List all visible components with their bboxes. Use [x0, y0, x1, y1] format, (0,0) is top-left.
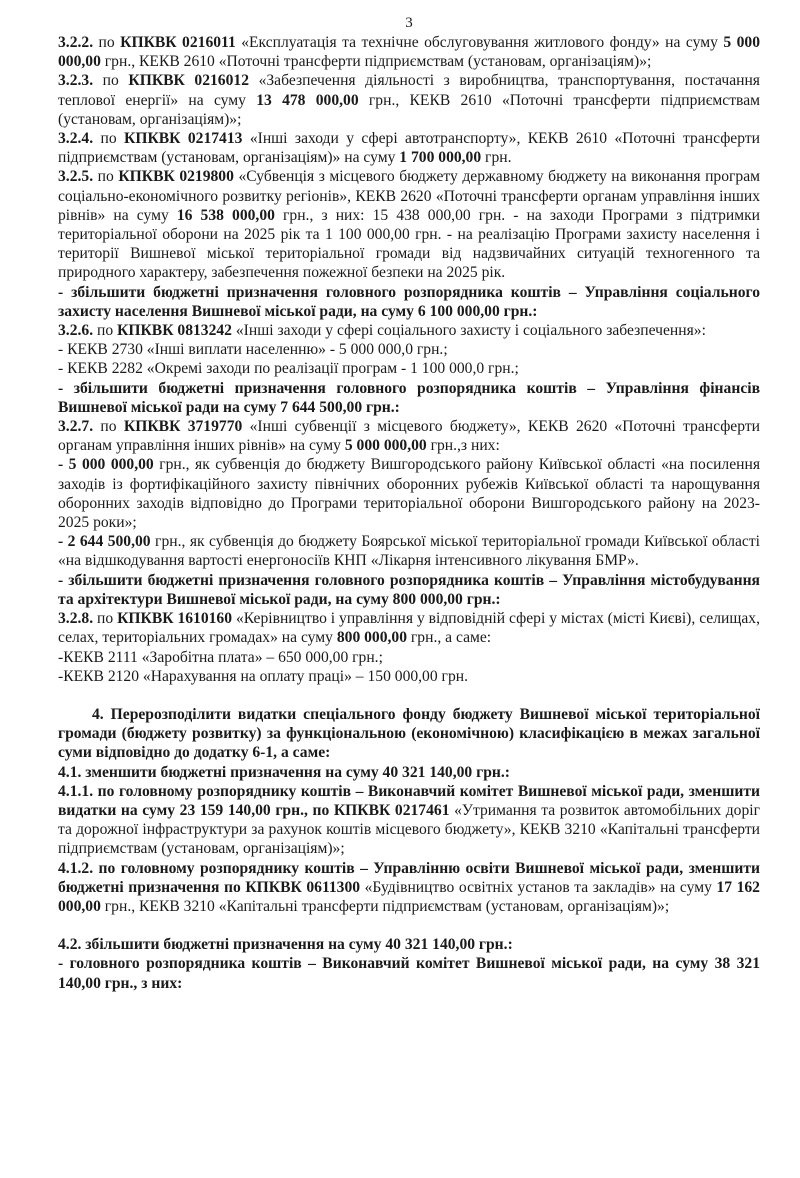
text-run: грн., КЕКВ 3210 «Капітальні трансферти підприємствам (установам, організаціям)»; — [100, 897, 670, 915]
bold-text: 3.2.8. — [58, 610, 94, 628]
text-run: «Субвенція з місцевого бюджету державному бюджету на виконання програм соціально-економічного розвитку регіонів», КЕКВ 2620 «Поточні трансферти органам управління інших рівнів» на суму — [58, 168, 760, 224]
bold-text: 3.2.5. — [58, 168, 94, 186]
paragraph-p41 — [58, 763, 760, 782]
bold-text: 4.2. збільшити бюджетні призначення на суму 40 321 140,00 грн.: — [58, 936, 513, 954]
bold-text: 3.2.7. — [58, 418, 94, 436]
text-run: -КЕКВ 2120 «Нарахування на оплату праці» – 150 000,00 грн. — [58, 667, 468, 685]
text-run: «Інші субвенції з місцевого бюджету», КЕКВ 2620 «Поточні трансферти органам управління інших рівнів» на суму — [58, 418, 760, 455]
bold-text: КПКВК 0216011 — [120, 34, 236, 51]
bold-text: 3.2.2. — [58, 34, 94, 51]
paragraph-p326 — [58, 321, 760, 340]
text-run: «Інші заходи у сфері автотранспорту», КЕКВ 2610 «Поточні трансферти підприємствам (установам, організаціям)» на суму — [58, 130, 760, 167]
text-run: «Забезпечення діяльності з виробництва, транспортування, постачання теплової енергії» на суму — [58, 72, 760, 109]
text-run: по — [93, 130, 125, 148]
bold-text: 4.1.1. по головному розпоряднику коштів – Виконавчий комітет Вишневої міської ради, зменшити видатки на суму 23 159 140,00 грн., по КПКВК 0217461 — [58, 782, 760, 819]
text-run: грн., КЕКВ 2610 «Поточні трансферти підприємствам (установам, організаціям)»; — [58, 91, 760, 128]
text-run: - КЕКВ 2730 «Інші виплати населенню» - 5 000 000,0 грн.; — [58, 341, 448, 359]
bold-text: 13 478 000,00 — [256, 91, 359, 109]
bold-text: КПКВК 0219800 — [118, 168, 234, 186]
text-run: «Будівництво освітніх установ та закладів» на суму — [360, 878, 717, 896]
text-run: грн., КЕКВ 2610 «Поточні трансферти підприємствам (установам, організаціям)»; — [100, 53, 652, 71]
text-run: грн., з них: 15 438 000,00 грн. - на заходи Програми з підтримки територіальної оборони на 2025 рік та 1 100 000,00 грн. - на реалізацію Програми захисту населення і території Вишневої міської територіальної громади від надзвичайних ситуацій техногенного та природного характеру, забезпечення пожежної безпеки на 2025 рік. — [58, 206, 761, 282]
paragraph-kekv2282 — [58, 359, 760, 378]
bold-text: 4.1.2. по головному розпоряднику коштів – Управлінню освіти Вишневої міської ради, зменшити бюджетні призначення по КПКВК 0611300 — [58, 859, 760, 896]
bold-text: 4.1. зменшити бюджетні призначення на суму 40 321 140,00 грн.: — [58, 763, 510, 781]
bold-text: 5 000 000,00 — [58, 34, 760, 71]
paragraph-p325 — [58, 167, 760, 282]
bold-text: - збільшити бюджетні призначення головного розпорядника коштів – Управління фінансів Вишневої міської ради на суму 7 644 500,00 грн.: — [58, 379, 760, 416]
bold-text: КПКВК 1610160 — [117, 610, 233, 628]
bold-text: - 2 644 500,00 — [58, 533, 151, 551]
text-run: - КЕКВ 2282 «Окремі заходи по реалізації програм - 1 100 000,0 грн.; — [58, 360, 519, 378]
paragraph-sub2 — [58, 532, 760, 570]
bold-text: - головного розпорядника коштів – Виконавчий комітет Вишневої міської ради, на суму 38 321 140,00 грн., з них: — [58, 955, 760, 992]
bold-text: 3.2.4. — [58, 130, 94, 148]
bold-text: 4. Перерозподілити видатки спеціального фонду бюджету Вишневої міської територіальної громади (бюджету розвитку) за функціональною (економічною) класифікацією в межах загальної суми відповідно до додатку 6-1, а саме: — [58, 705, 760, 762]
paragraph-gap — [58, 916, 760, 935]
bold-text: 3.2.6. — [58, 322, 94, 340]
bold-text: 800 000,00 — [336, 629, 408, 647]
paragraph-inc4 — [58, 954, 760, 992]
bold-text: 17 162 000,00 — [58, 878, 760, 915]
bold-text: 16 538 000,00 — [176, 206, 275, 224]
paragraph-p327 — [58, 417, 760, 455]
paragraph-p322 — [58, 33, 760, 71]
text-run: «Утримання та розвиток автомобільних доріг та дорожної інфраструктури за рахунок коштів місцевого бюджету», КЕКВ 3210 «Капітальні трансферти підприємствам (установам, організаціям)»; — [58, 801, 761, 858]
text-run: «Керівництво і управління у відповідній сфері у містах (місті Києві), селищах, селах, територіальних громадах» на суму — [58, 610, 760, 647]
paragraph-p328 — [58, 609, 760, 647]
paragraph-p412 — [58, 859, 760, 917]
paragraph-inc3 — [58, 571, 760, 609]
paragraph-p323 — [58, 71, 760, 129]
text-run: «Інші заходи у сфері соціального захисту і соціального забезпечення»: — [231, 322, 706, 340]
paragraph-kekv2120 — [58, 667, 760, 686]
document-body — [58, 33, 760, 993]
bold-text: - збільшити бюджетні призначення головного розпорядника коштів – Управління соціального захисту населення Вишневої міської ради, на суму 6 100 000,00 грн.: — [58, 283, 760, 320]
paragraph-kekv2111 — [58, 648, 760, 667]
text-run: по — [93, 418, 124, 436]
paragraph-p411 — [58, 782, 760, 859]
text-run: по — [93, 168, 119, 186]
bold-text: - збільшити бюджетні призначення головного розпорядника коштів – Управління містобудування та архітектури Вишневої міської ради, на суму 800 000,00 грн.: — [58, 571, 760, 608]
text-run: грн., як субвенція до бюджету Боярської міської територіальної громади Київської області «на відшкодування вартості енергоносіїв КНП «Лікарня інтенсивного лікування БМР». — [58, 533, 760, 570]
bold-text: КПКВК 0813242 — [117, 322, 232, 340]
bold-text: 1 700 000,00 — [399, 149, 482, 167]
text-run: грн. — [481, 149, 512, 167]
page-number: 3 — [405, 15, 413, 31]
paragraph-sec4 — [58, 705, 760, 763]
bold-text: - 5 000 000,00 — [58, 456, 154, 474]
text-run: -КЕКВ 2111 «Заробітна плата» – 650 000,00 грн.; — [58, 648, 383, 666]
text-run: «Експлуатація та технічне обслуговування житлового фонду» на суму — [235, 34, 724, 51]
text-run: грн., а саме: — [407, 629, 492, 647]
bold-text: КПКВК 0216012 — [128, 72, 249, 90]
paragraph-p42 — [58, 935, 760, 954]
paragraph-kekv2730 — [58, 340, 760, 359]
paragraph-inc1 — [58, 283, 760, 321]
bold-text: КПКВК 3719770 — [123, 418, 243, 436]
paragraph-p324 — [58, 129, 760, 167]
bold-text: 3.2.3. — [58, 72, 94, 90]
paragraph-inc2 — [58, 379, 760, 417]
paragraph-sub1 — [58, 455, 760, 532]
text-run: грн., як субвенція до бюджету Вишгородського району Київської області «на посилення заходів із фортифікаційного захисту північних оборонних рубежів Київської області та нарощування оборонних заходів відповідно до Програми територіальної оборони Вишгородського району на 2023-2025 роки»; — [58, 456, 760, 532]
paragraph-gap — [58, 686, 760, 705]
text-run: по — [93, 322, 118, 340]
bold-text: 5 000 000,00 — [344, 437, 427, 455]
bold-text: КПКВК 0217413 — [124, 130, 243, 148]
text-run: грн.,з них: — [426, 437, 500, 455]
text-run: по — [93, 34, 121, 51]
text-run: по — [93, 610, 118, 628]
text-run: по — [93, 72, 129, 90]
